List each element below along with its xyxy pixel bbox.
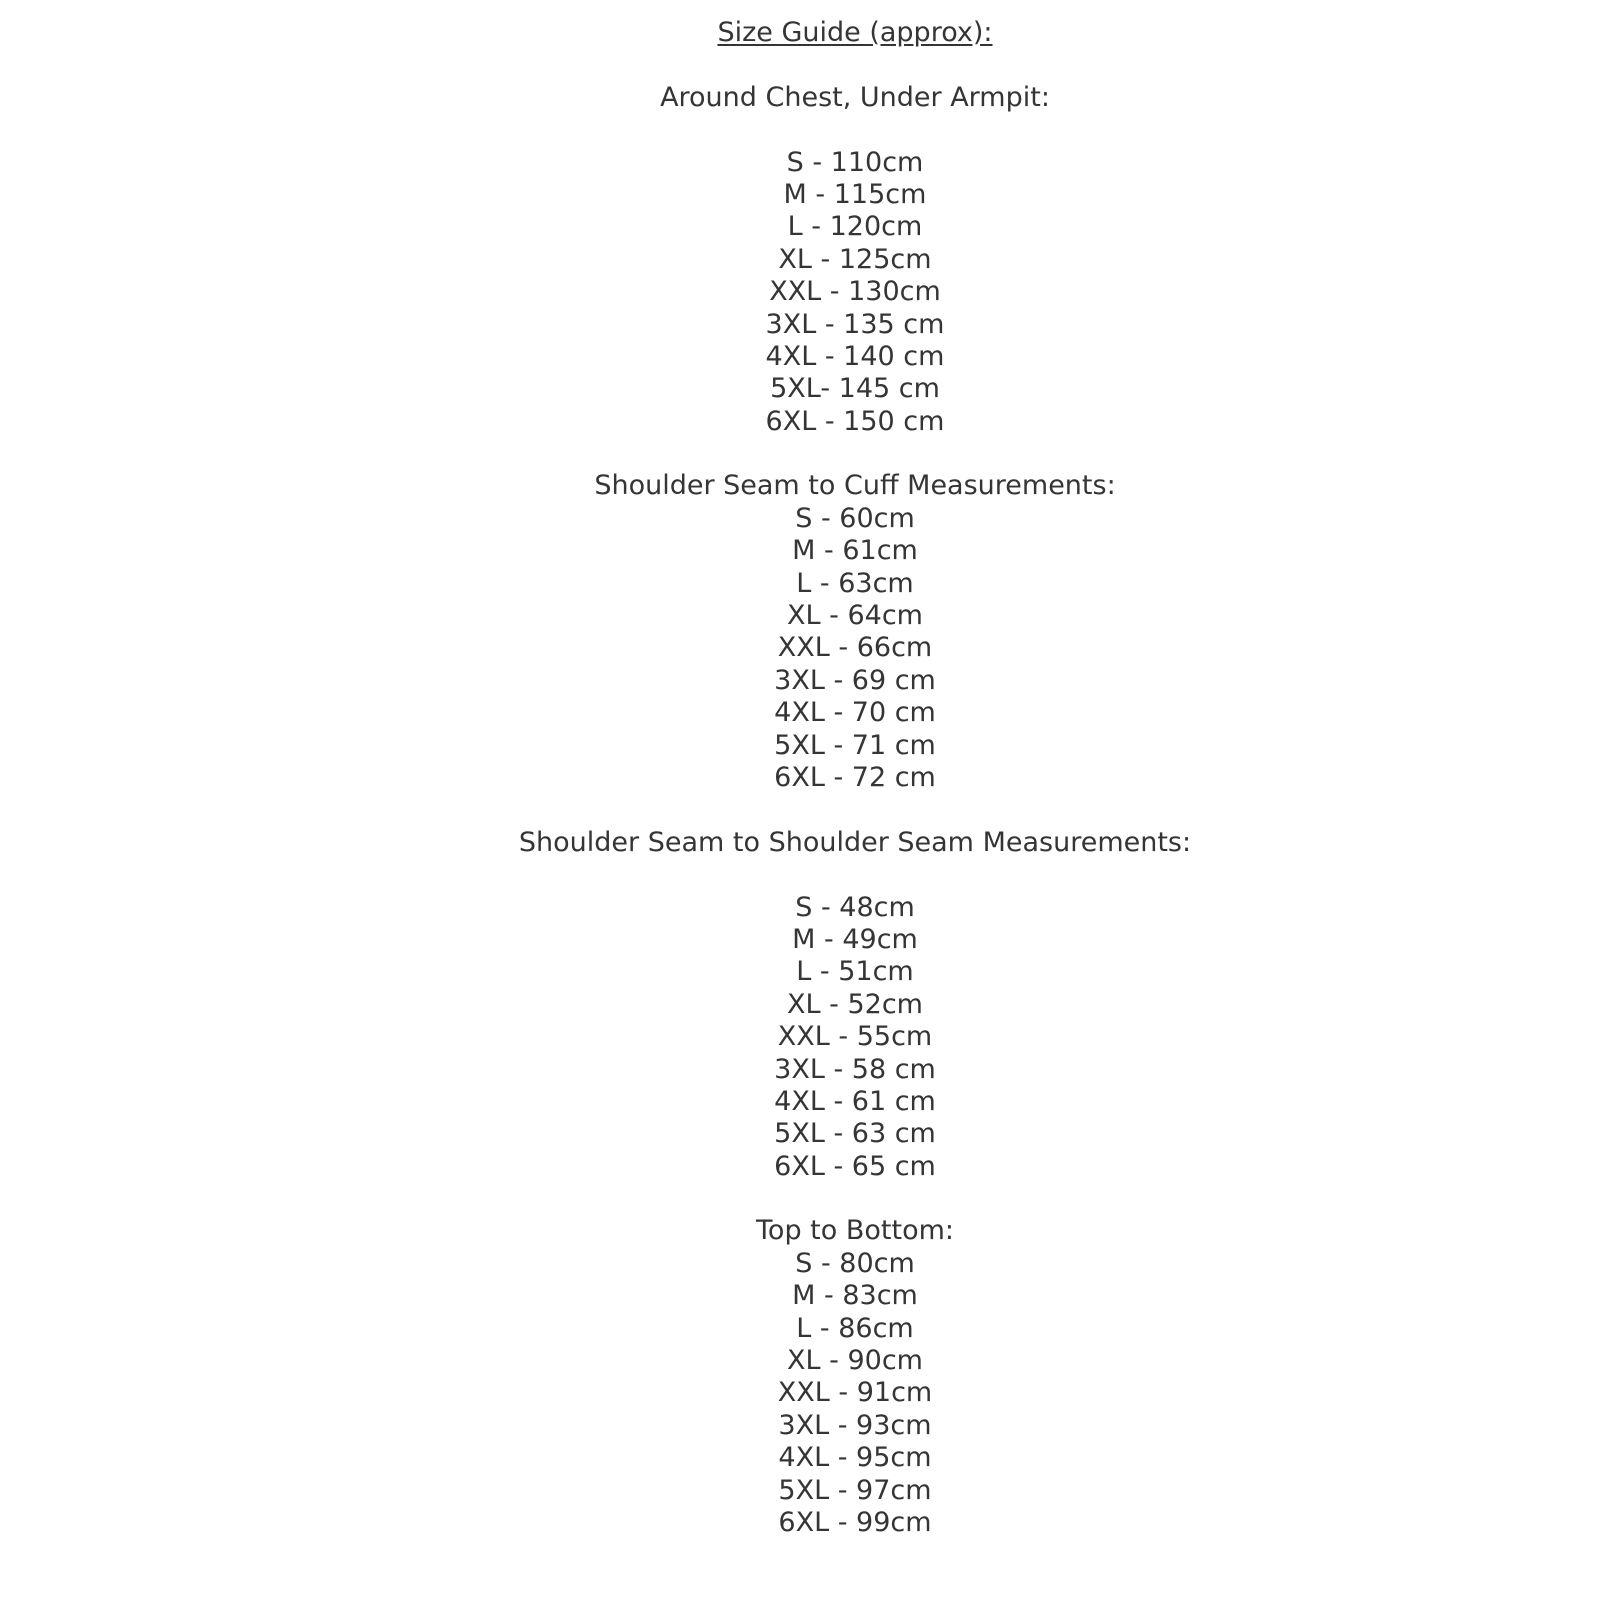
size-measurement-line: 4XL - 140 cm [765, 340, 945, 372]
size-measurement-line: XL - 125cm [778, 243, 932, 275]
size-measurement-line: 3XL - 135 cm [765, 308, 945, 340]
size-measurement-line: S - 48cm [795, 891, 915, 923]
size-measurement-line: 6XL - 65 cm [774, 1150, 936, 1182]
size-measurement-line: M - 83cm [792, 1280, 918, 1312]
size-measurement-line: 4XL - 70 cm [774, 697, 936, 729]
blank-line [110, 1183, 1600, 1215]
size-measurement-line: XXL - 130cm [769, 276, 941, 308]
size-measurement-line: XL - 64cm [787, 600, 923, 632]
blank-line [110, 794, 1600, 826]
size-measurement-line: 3XL - 93cm [778, 1409, 932, 1441]
size-measurement-line: M - 61cm [792, 535, 918, 567]
page-title: Size Guide (approx): [717, 17, 993, 48]
section-heading: Shoulder Seam to Cuff Measurements: [594, 470, 1116, 502]
size-measurement-line: 3XL - 69 cm [774, 664, 936, 696]
size-measurement-line: XXL - 91cm [777, 1377, 933, 1409]
size-measurement-line: 4XL - 61 cm [774, 1085, 936, 1117]
size-measurement-line: 6XL - 99cm [778, 1506, 932, 1538]
size-measurement-line: L - 86cm [796, 1312, 914, 1344]
size-measurement-line: M - 115cm [783, 178, 927, 210]
size-measurement-line: S - 60cm [795, 502, 915, 534]
section-heading: Shoulder Seam to Shoulder Seam Measurements: [518, 826, 1192, 858]
blank-line [110, 859, 1600, 891]
size-measurement-line: 5XL - 71 cm [774, 729, 936, 761]
size-measurement-line: XL - 52cm [787, 988, 923, 1020]
size-measurement-line: L - 63cm [796, 567, 914, 599]
size-measurement-line: 6XL - 150 cm [765, 405, 945, 437]
size-measurement-line: XXL - 66cm [777, 632, 933, 664]
blank-line [110, 114, 1600, 146]
size-measurement-line: XL - 90cm [787, 1345, 923, 1377]
size-measurement-line: 5XL - 97cm [778, 1474, 932, 1506]
section-heading: Top to Bottom: [756, 1215, 954, 1247]
size-measurement-line: L - 51cm [796, 956, 914, 988]
blank-line [110, 438, 1600, 470]
size-measurement-line: XXL - 55cm [777, 1021, 933, 1053]
blank-line [110, 49, 1600, 81]
section-heading: Around Chest, Under Armpit: [660, 81, 1050, 113]
size-measurement-line: 5XL- 145 cm [770, 373, 940, 405]
size-measurement-line: 6XL - 72 cm [774, 761, 936, 793]
size-measurement-line: M - 49cm [792, 923, 918, 955]
size-measurement-line: S - 80cm [795, 1247, 915, 1279]
size-measurement-line: S - 110cm [786, 146, 924, 178]
size-measurement-line: L - 120cm [787, 211, 923, 243]
sections-container [110, 82, 1600, 1540]
size-measurement-line: 4XL - 95cm [778, 1442, 932, 1474]
size-measurement-line: 3XL - 58 cm [774, 1053, 936, 1085]
size-measurement-line: 5XL - 63 cm [774, 1118, 936, 1150]
